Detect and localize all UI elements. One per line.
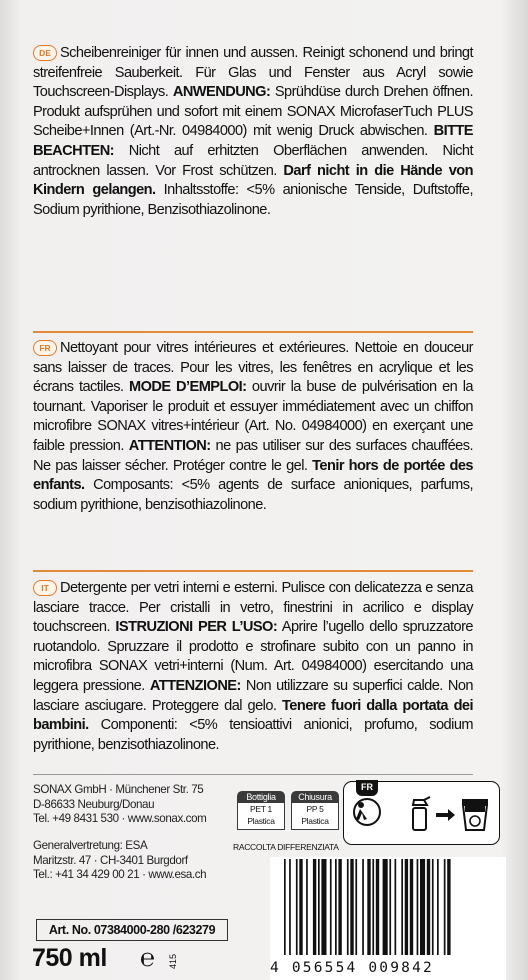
barcode-bar xyxy=(362,859,364,955)
barcode-bar xyxy=(335,859,337,955)
de-usage-text: Sprühdüse durch Drehen öffnen. Produkt aufsprühen und sofort mit einem SONAX MicrofaserTuch PLUS Scheibe+Innen (Art.-Nr. 04984000) mit wenig Druck abwischen. xyxy=(33,84,473,140)
it-note-text: Non utilizzare su superfici calde. Non lasciare asciugare. Proteggere dal gelo. xyxy=(33,677,473,714)
fr-description: Nettoyant pour vitres intérieures et extérieures. Nettoie en douceur sans laisser de traces. Pour les vitres, les fenêtres en acrylique et les écrans tactiles. xyxy=(33,340,473,396)
lang-badge-de: DE xyxy=(33,45,57,61)
manufacturer-line: SONAX GmbH · Münchener Str. 75 xyxy=(33,783,204,796)
manufacturer-line: Tel. +49 8431 530 · www.sonax.com xyxy=(33,812,207,826)
footer-divider xyxy=(33,774,473,775)
barcode-bar xyxy=(432,859,434,955)
representative-address xyxy=(33,839,206,883)
cap-material-box xyxy=(291,803,339,830)
cap-material: PP 5 xyxy=(306,804,324,814)
manufacturer-line: D-86633 Neuburg/Donau xyxy=(33,797,155,811)
it-ingredients: Componenti: <5% tensioattivi anionici, profumo, sodium pyrithione, benzisothiazolinone. xyxy=(33,717,473,753)
barcode-bar xyxy=(410,859,413,955)
barcode-bar xyxy=(383,859,388,955)
lang-badge-fr: FR xyxy=(33,340,57,356)
representative-line: Generalvertretung: ESA xyxy=(33,839,148,852)
representative-line: Tel.: +41 34 429 00 21 · www.esa.ch xyxy=(33,868,207,882)
barcode-bar xyxy=(444,859,446,955)
bottle-material-type: Plastica xyxy=(247,816,275,826)
barcode-bar xyxy=(318,859,320,955)
barcode-bar xyxy=(389,859,391,955)
cap-material-type: Plastica xyxy=(301,816,329,826)
de-ingredients: Inhaltsstoffe: <5% anionische Tenside, Duftstoffe, Sodium pyrithione, Benzisothiazolinone. xyxy=(33,182,473,218)
barcode-bar xyxy=(321,859,326,955)
bottle-material: PET 1 xyxy=(250,804,272,814)
fr-note-heading: ATTENTION: xyxy=(128,437,211,454)
ean-barcode xyxy=(270,857,506,980)
it-usage-text: Aprire l’ugello dello spruzzatore ruotandolo. Spruzzare il prodotto e strofinare subito con un panno in microfibra SONAX vetri+interni (Num. Art. 04984000) esercitando una leggera pressione. xyxy=(33,619,473,694)
barcode-bar xyxy=(372,859,374,955)
barcode-bar xyxy=(284,859,286,955)
lang-badge-it: IT xyxy=(33,580,57,596)
barcode-bar xyxy=(437,859,439,955)
french-section xyxy=(33,339,473,515)
barcode-bar xyxy=(306,859,308,955)
section-divider xyxy=(33,331,473,333)
de-usage-heading: ANWENDUNG: xyxy=(172,84,271,101)
bottle-material-box xyxy=(237,803,285,830)
barcode-digits: 4 056554 009842 xyxy=(270,960,434,976)
fr-children-warning: Tenir hors de portée des enfants. xyxy=(33,457,473,494)
barcode-bar xyxy=(401,859,403,955)
barcode-bar xyxy=(395,859,397,955)
bottle-label: Bottiglia xyxy=(237,791,285,803)
de-description: Scheibenreiniger für innen und aussen. Reinigt schonend und bringt streifenfreie Sauberkeit. Für Glas und Fenster aus Acryl sowie Touchscreen-Displays. xyxy=(33,45,473,101)
cap-disposal-box xyxy=(291,791,339,830)
recycling-info-box xyxy=(343,781,500,845)
barcode-bars xyxy=(270,859,506,959)
barcode-bar xyxy=(417,859,419,955)
it-usage-heading: ISTRUZIONI PER L’USO: xyxy=(115,619,278,636)
barcode-bar xyxy=(355,859,357,955)
barcode-bar xyxy=(299,859,302,955)
volume: 750 ml xyxy=(32,944,107,972)
barcode-bar xyxy=(296,859,298,955)
fr-ingredients: Composants: <5% agents de surface anioniques, parfums, sodium pyrithione, benzisothiazolinone. xyxy=(33,477,473,513)
fr-note-text: ne pas utiliser sur des surfaces chauffées. Ne pas laisser sécher. Protéger contre le gel. xyxy=(33,437,473,474)
barcode-bar xyxy=(447,859,450,955)
de-note-heading: BITTE BEACHTEN: xyxy=(33,123,473,159)
representative-line: Maritzstr. 47 · CH-3401 Burgdorf xyxy=(33,853,188,867)
it-children-warning: Tenere fuori dalla portata dei bambini. xyxy=(33,697,474,734)
de-note-text: Nicht auf erhitzten Oberflächen anwenden. Nicht antrocknen lassen. Vor Frost schützen. xyxy=(33,142,473,179)
barcode-bar xyxy=(347,859,349,955)
cap-label: Chiusura xyxy=(291,791,339,803)
barcode-bar xyxy=(367,859,370,955)
fr-usage-heading: MODE D’EMPLOI: xyxy=(128,379,247,396)
german-section xyxy=(33,44,473,220)
estimated-sign: ℮ xyxy=(140,944,156,972)
barcode-bar xyxy=(427,859,430,955)
fr-usage-text: ouvrir la buse de pulvérisation en la tournant. Vaporiser le produit et essuyer immédiatement avec un chiffon microfibre SONAX vitres+intérieur (Art. No. 04984000) en exerçant une faible pression. xyxy=(33,379,473,454)
section-divider xyxy=(33,570,473,572)
recycling-country: FR xyxy=(356,780,378,796)
barcode-bar xyxy=(420,859,425,955)
barcode-bar xyxy=(376,859,379,955)
barcode-bar xyxy=(289,859,291,955)
barcode-bar xyxy=(338,859,341,955)
barcode-bar xyxy=(350,859,353,955)
manufacturer-address xyxy=(33,783,206,827)
it-description: Detergente per vetri interni e esterni. Pulisce con delicatezza e senza lasciare tracce. Per cristalli in vetro, finestrini in acrilico e display touchscreen. xyxy=(33,580,473,636)
bottle-disposal-box xyxy=(237,791,285,830)
barcode-bar xyxy=(330,859,332,955)
barcode-bar xyxy=(405,859,408,955)
de-children-warning: Darf nicht in die Hände von Kindern gelangen. xyxy=(33,162,474,199)
batch-code: 415 xyxy=(168,954,178,970)
barcode-bar xyxy=(313,859,316,955)
italian-section xyxy=(33,579,473,755)
separate-collection-text: RACCOLTA DIFFERENZIATA xyxy=(233,842,339,852)
it-note-heading: ATTENZIONE: xyxy=(149,677,241,694)
article-number: Art. No. 07384000-280 /623279 xyxy=(36,919,228,941)
